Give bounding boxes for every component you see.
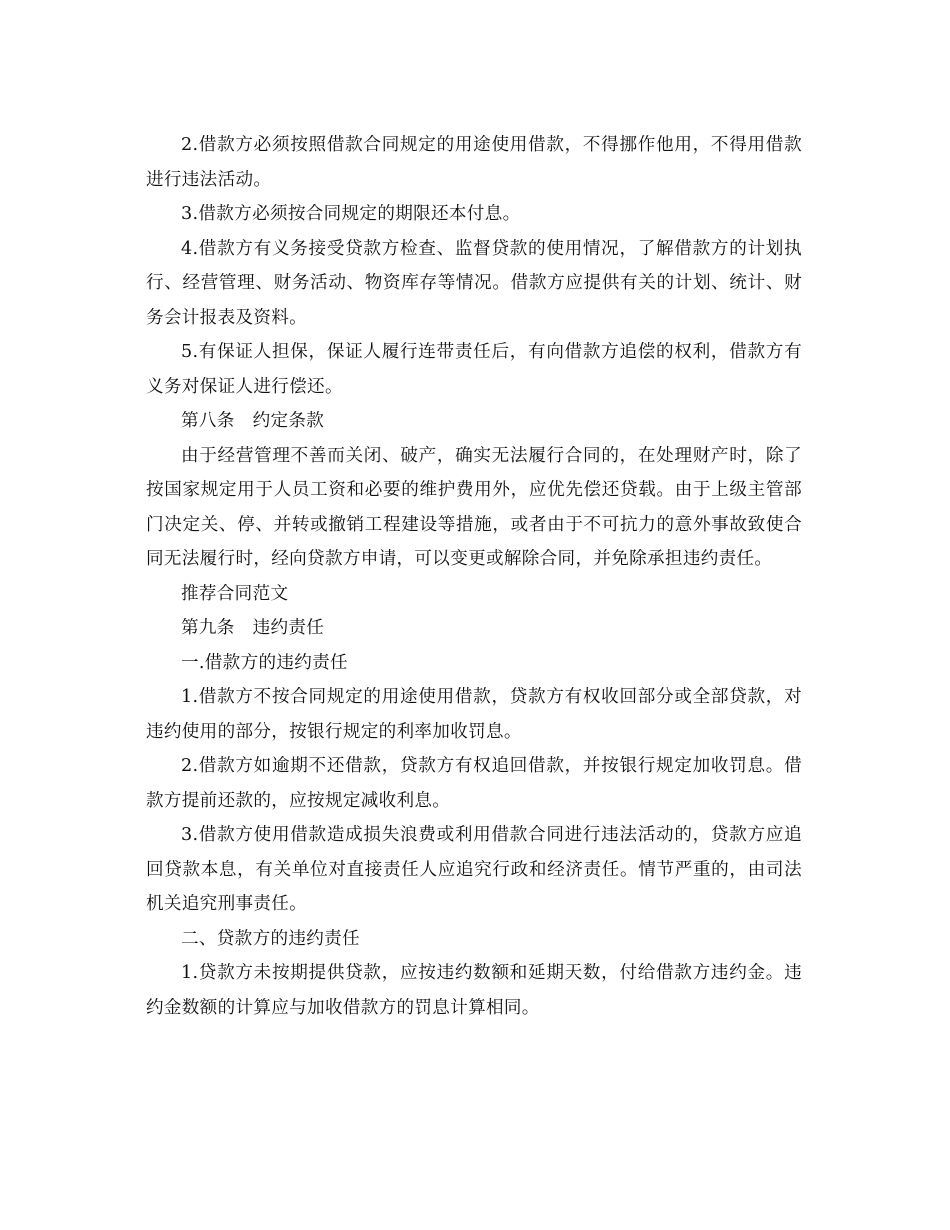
clause-4-supervision: 4.借款方有义务接受贷款方检查、监督贷款的使用情况，了解借款方的计划执行、经营管理、财务活动、物资库存等情况。借款方应提供有关的计划、统计、财务会计报表及资料。 [146,238,802,328]
clause-5-guarantor: 5.有保证人担保，保证人履行连带责任后，有向借款方追偿的权利，借款方有义务对保证人进行偿还。 [146,342,802,397]
borrower-liability-3: 3.借款方使用借款造成损失浪费或利用借款合同进行违法活动的，贷款方应追回贷款本息，有关单位对直接责任人应追究行政和经济责任。情节严重的，由司法机关追究刑事责任。 [146,825,802,914]
clause-3-repayment: 3.借款方必须按合同规定的期限还本付息。 [181,204,521,224]
article-9-heading: 第九条 违约责任 [181,618,325,638]
document-page [146,128,802,1025]
borrower-liability-heading: 一.借款方的违约责任 [181,652,348,673]
borrower-liability-1: 1.借款方不按合同规定的用途使用借款，贷款方有权收回部分或全部贷款，对违约使用的部分，按银行规定的利率加收罚息。 [146,687,802,742]
article-8-heading: 第八条 约定条款 [181,411,325,431]
recommended-contract-label: 推荐合同范文 [181,583,289,604]
borrower-liability-2: 2.借款方如逾期不还借款，贷款方有权追回借款，并按银行规定加收罚息。借款方提前还款的，应按规定减收利息。 [146,756,802,811]
lender-liability-heading: 二、贷款方的违约责任 [181,928,360,949]
clause-2-usage: 2.借款方必须按照借款合同规定的用途使用借款，不得挪作他用，不得用借款进行违法活动。 [146,135,802,190]
lender-liability-1: 1.贷款方未按期提供贷款，应按违约数额和延期天数，付给借款方违约金。违约金数额的计算应与加收借款方的罚息计算相同。 [146,963,802,1018]
article-8-body: 由于经营管理不善而关闭、破产，确实无法履行合同的，在处理财产时，除了按国家规定用于人员工资和必要的维护费用外，应优先偿还贷载。由于上级主管部门决定关、停、并转或撤销工程建设等措施，或者由于不可抗力的意外事故致使合同无法履行时，经向贷款方申请，可以变更或解除合同，并免除承担违约责任。 [146,445,802,569]
